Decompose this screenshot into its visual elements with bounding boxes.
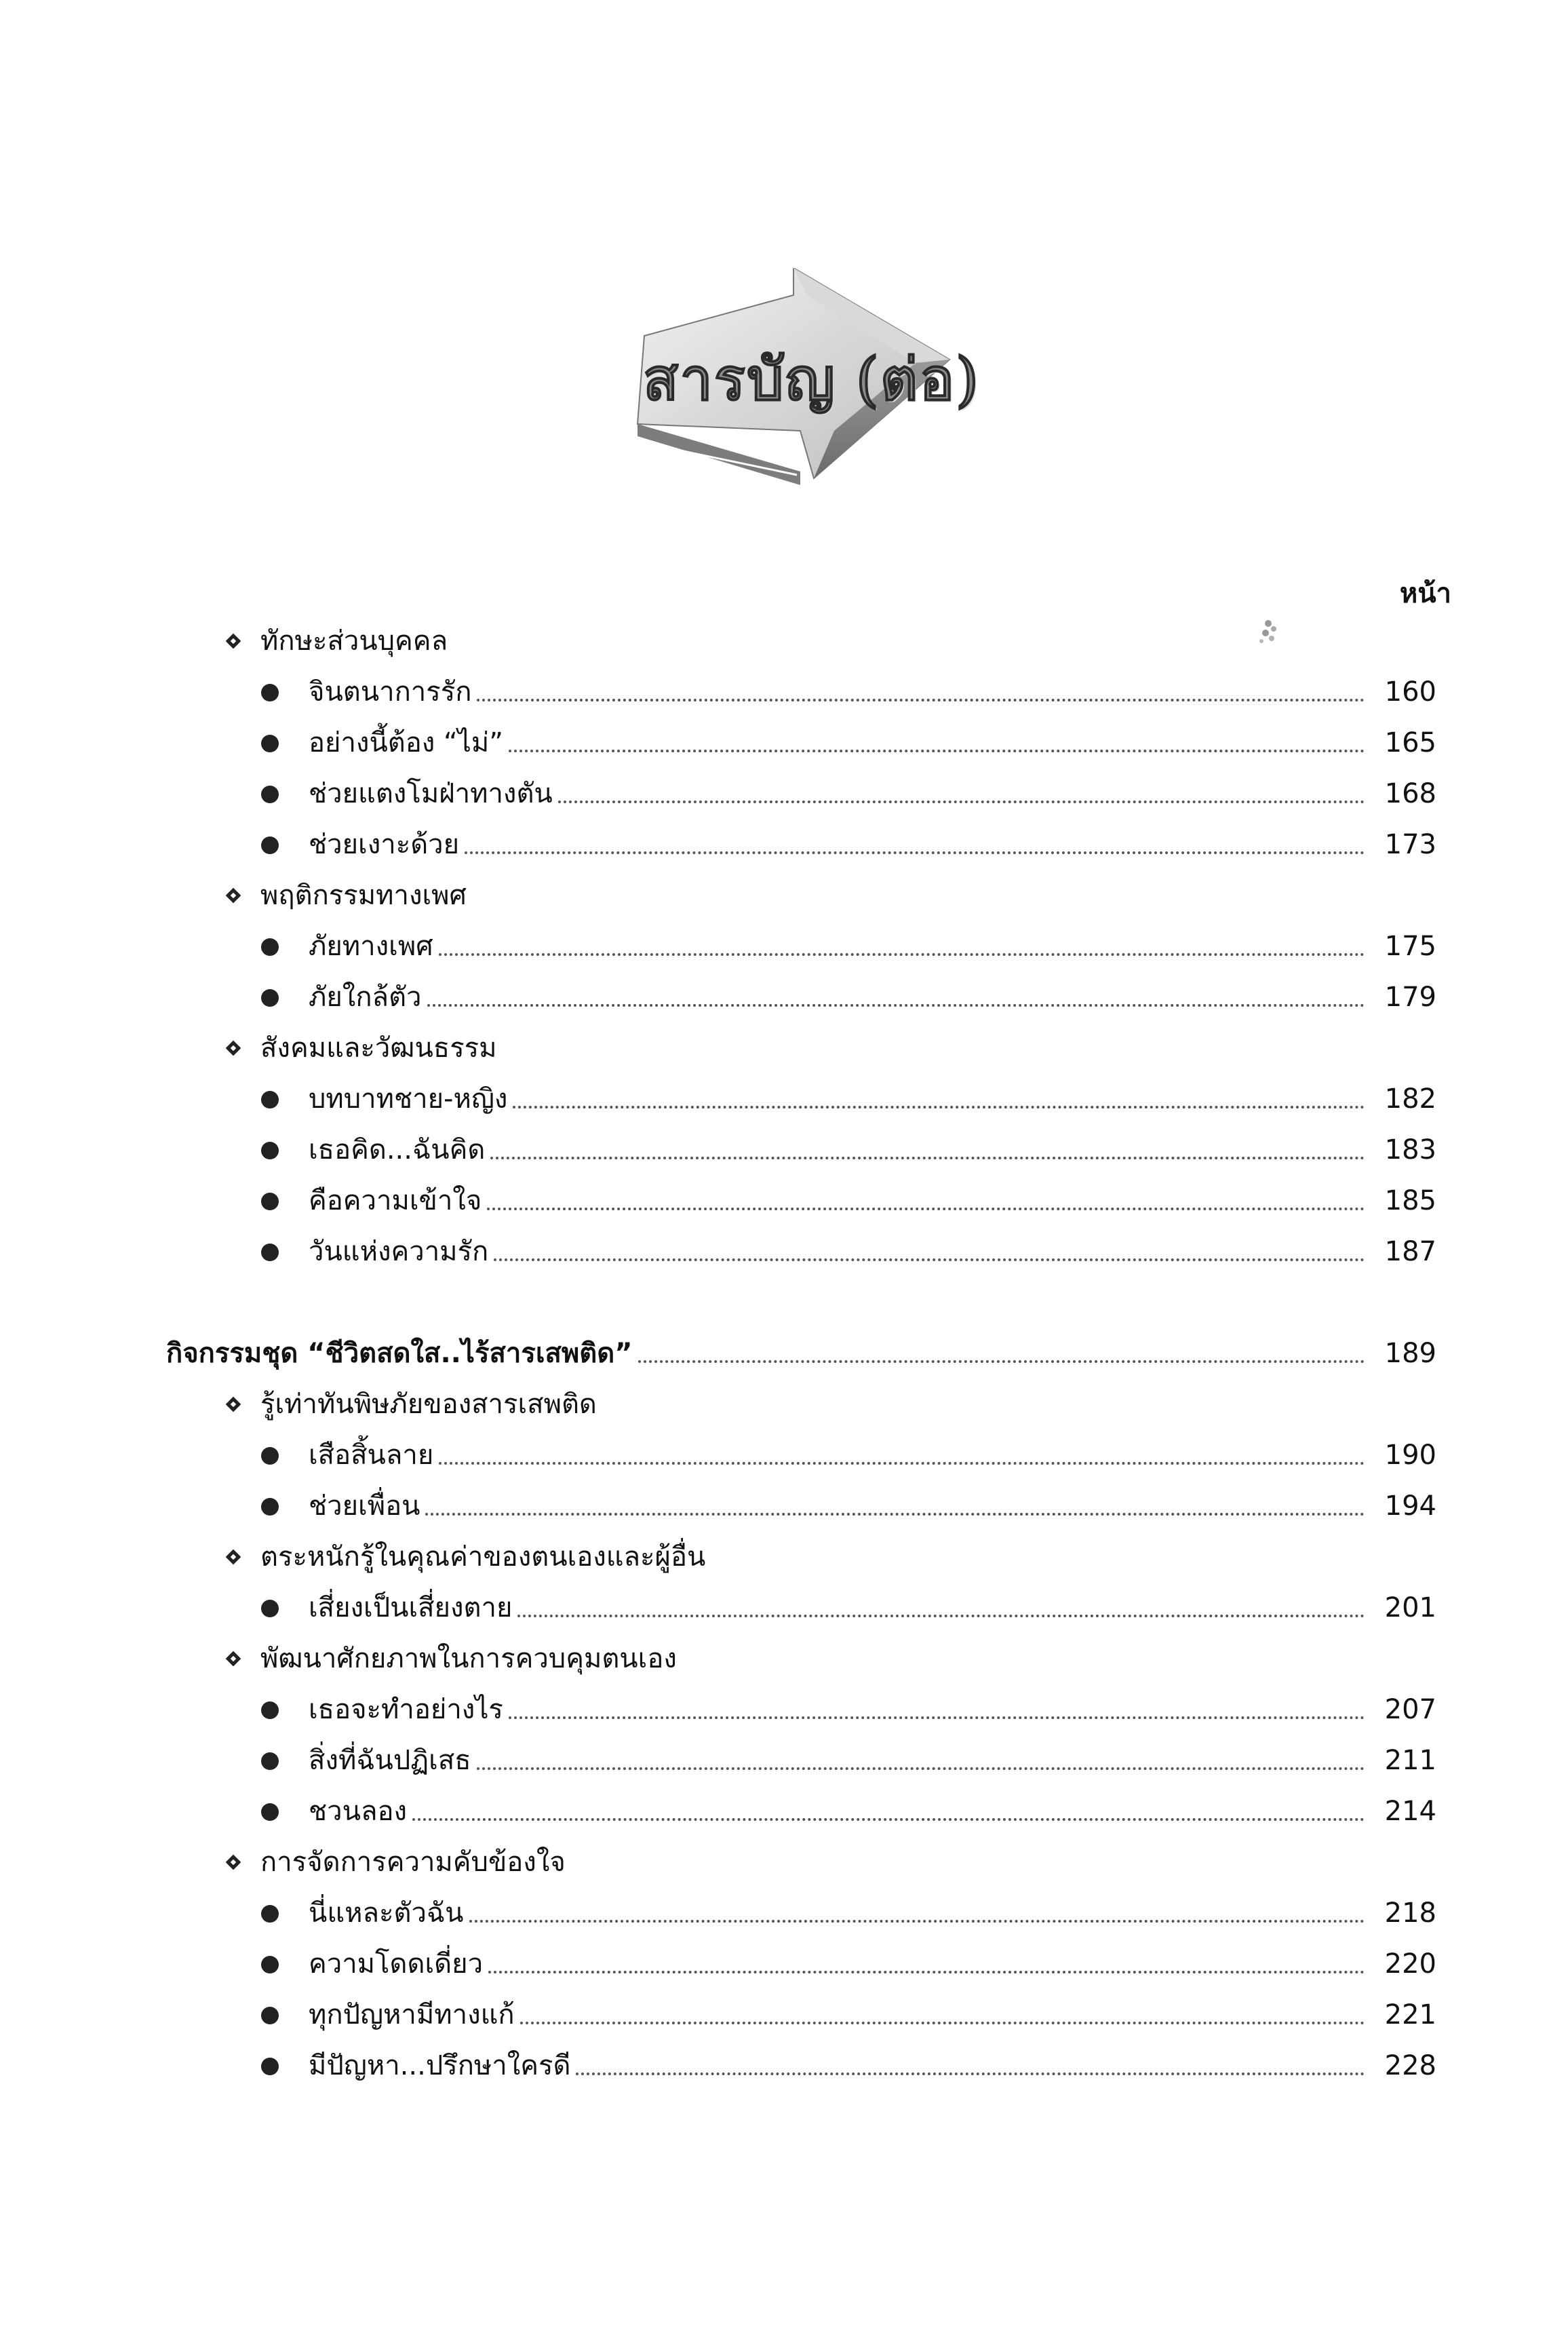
entry-page-number: 160 bbox=[1384, 676, 1436, 708]
entry-title: ชวนลอง bbox=[309, 1796, 408, 1827]
entry-page-number: 194 bbox=[1384, 1490, 1436, 1522]
entry-page-number: 201 bbox=[1384, 1592, 1436, 1623]
toc-section-society-culture bbox=[224, 1028, 497, 1068]
bullet-icon bbox=[261, 1956, 279, 1973]
toc-entry bbox=[261, 2045, 1436, 2086]
entry-page-number: 185 bbox=[1384, 1185, 1436, 1216]
dot-leader bbox=[576, 2070, 1365, 2075]
entry-title: อย่างนี้ต้อง “ไม่” bbox=[309, 727, 503, 758]
entry-title: บทบาทชาย-หญิง bbox=[309, 1083, 508, 1115]
toc-entry bbox=[261, 723, 1436, 763]
entry-page-number: 214 bbox=[1384, 1796, 1436, 1827]
activity-title: กิจกรรมชุด “ชีวิตสดใส..ไร้สารเสพติด” bbox=[166, 1338, 633, 1369]
toc-activity-heading bbox=[166, 1333, 1436, 1374]
entry-page-number: 221 bbox=[1384, 1999, 1436, 2030]
toc-section-personal-skills bbox=[224, 621, 448, 661]
diamond-bullet-icon bbox=[224, 1649, 243, 1668]
section-title: การจัดการความคับข้องใจ bbox=[260, 1847, 566, 1878]
entry-title: ทุกปัญหามีทางแก้ bbox=[309, 1999, 515, 2030]
bullet-icon bbox=[261, 1752, 279, 1770]
bullet-icon bbox=[261, 836, 279, 854]
bullet-icon bbox=[261, 1193, 279, 1210]
dot-leader bbox=[469, 1917, 1365, 1923]
diamond-bullet-icon bbox=[224, 1853, 243, 1872]
page-column-header: หน้า bbox=[1399, 578, 1451, 609]
entry-page-number: 168 bbox=[1384, 778, 1436, 809]
bullet-icon bbox=[261, 938, 279, 956]
dot-leader bbox=[425, 1510, 1365, 1516]
diamond-bullet-icon bbox=[224, 1395, 243, 1414]
toc-entry bbox=[261, 1587, 1436, 1628]
section-title: พฤติกรรมทางเพศ bbox=[260, 880, 467, 911]
bullet-icon bbox=[261, 1905, 279, 1923]
entry-title: สิ่งที่ฉันปฏิเสธ bbox=[309, 1745, 471, 1776]
entry-title: ความโดดเดี่ยว bbox=[309, 1948, 484, 1980]
bullet-icon bbox=[261, 786, 279, 803]
dot-leader bbox=[517, 1612, 1365, 1617]
activity-page-number: 189 bbox=[1384, 1338, 1436, 1369]
bullet-icon bbox=[261, 1600, 279, 1617]
dot-leader bbox=[477, 696, 1365, 701]
section-title: ทักษะส่วนบุคคล bbox=[260, 625, 448, 657]
entry-title: ช่วยเพื่อน bbox=[309, 1490, 420, 1522]
section-title: สังคมและวัฒนธรรม bbox=[260, 1033, 497, 1064]
toc-entry bbox=[261, 1130, 1436, 1170]
dot-leader bbox=[513, 1103, 1365, 1109]
toc-section-self-control bbox=[224, 1638, 677, 1679]
entry-title: ช่วยเงาะด้วย bbox=[309, 829, 460, 860]
toc-entry bbox=[261, 1231, 1436, 1272]
bullet-icon bbox=[261, 1498, 279, 1516]
dot-leader bbox=[439, 950, 1365, 956]
section-title: ตระหนักรู้ในคุณค่าของตนเองและผู้อื่น bbox=[260, 1541, 706, 1573]
entry-page-number: 182 bbox=[1384, 1083, 1436, 1115]
toc-entry bbox=[261, 1791, 1436, 1832]
bullet-icon bbox=[261, 1142, 279, 1159]
toc-title: สารบัญ (ต่อ) bbox=[643, 346, 980, 414]
bullet-icon bbox=[261, 1244, 279, 1261]
bullet-icon bbox=[261, 1447, 279, 1465]
dot-leader bbox=[494, 1256, 1365, 1261]
entry-page-number: 228 bbox=[1384, 2050, 1436, 2081]
entry-title: ภัยทางเพศ bbox=[309, 931, 433, 962]
toc-entry bbox=[261, 824, 1436, 865]
entry-page-number: 173 bbox=[1384, 829, 1436, 860]
entry-title: จินตนาการรัก bbox=[309, 676, 472, 708]
diamond-bullet-icon bbox=[224, 1039, 243, 1058]
toc-section-sexual-behavior bbox=[224, 875, 467, 916]
entry-title: เธอคิด...ฉันคิด bbox=[309, 1134, 486, 1166]
toc-entry bbox=[261, 1180, 1436, 1221]
dot-leader bbox=[427, 1001, 1365, 1007]
toc-entry bbox=[261, 1689, 1436, 1730]
toc-entry bbox=[261, 1893, 1436, 1933]
toc-entry bbox=[261, 1435, 1436, 1476]
bullet-icon bbox=[261, 2058, 279, 2075]
toc-entry bbox=[261, 1995, 1436, 2035]
bullet-icon bbox=[261, 735, 279, 752]
entry-title: มีปัญหา...ปรึกษาใครดี bbox=[309, 2050, 571, 2081]
entry-title: นี่แหละตัวฉัน bbox=[309, 1897, 464, 1929]
entry-page-number: 190 bbox=[1384, 1440, 1436, 1471]
dot-leader bbox=[465, 849, 1365, 854]
toc-entry bbox=[261, 1944, 1436, 1984]
entry-title: เธอจะทำอย่างไร bbox=[309, 1694, 503, 1725]
toc-entry bbox=[261, 773, 1436, 814]
dot-leader bbox=[439, 1459, 1365, 1465]
dot-leader bbox=[520, 2019, 1365, 2024]
bullet-icon bbox=[261, 1091, 279, 1109]
bullet-icon bbox=[261, 989, 279, 1007]
entry-title: วันแห่งความรัก bbox=[309, 1236, 489, 1267]
dot-leader bbox=[477, 1765, 1365, 1770]
toc-section-drug-awareness bbox=[224, 1384, 597, 1425]
dot-leader bbox=[412, 1815, 1365, 1821]
bullet-icon bbox=[261, 684, 279, 701]
bullet-icon bbox=[261, 1701, 279, 1719]
toc-entry bbox=[261, 926, 1436, 967]
bullet-icon bbox=[261, 1803, 279, 1821]
toc-entry bbox=[261, 672, 1436, 712]
dot-leader bbox=[509, 747, 1365, 752]
dot-leader bbox=[488, 1968, 1365, 1973]
toc-section-frustration-management bbox=[224, 1842, 566, 1883]
entry-page-number: 165 bbox=[1384, 727, 1436, 758]
entry-page-number: 179 bbox=[1384, 982, 1436, 1013]
bullet-icon bbox=[261, 2007, 279, 2024]
entry-page-number: 218 bbox=[1384, 1897, 1436, 1929]
entry-page-number: 220 bbox=[1384, 1948, 1436, 1980]
dot-leader bbox=[509, 1714, 1365, 1719]
entry-title: เสี่ยงเป็นเสี่ยงตาย bbox=[309, 1592, 513, 1623]
entry-title: ช่วยแตงโมฝ่าทางตัน bbox=[309, 778, 553, 809]
entry-title: ภัยใกล้ตัว bbox=[309, 982, 422, 1013]
entry-page-number: 187 bbox=[1384, 1236, 1436, 1267]
diamond-bullet-icon bbox=[224, 632, 243, 651]
diamond-bullet-icon bbox=[224, 886, 243, 905]
dot-leader bbox=[490, 1154, 1365, 1159]
entry-page-number: 175 bbox=[1384, 931, 1436, 962]
ink-speck bbox=[1253, 614, 1287, 648]
dot-leader bbox=[558, 798, 1365, 803]
entry-page-number: 183 bbox=[1384, 1134, 1436, 1166]
toc-entry bbox=[261, 1079, 1436, 1119]
dot-leader bbox=[638, 1357, 1365, 1363]
entry-page-number: 207 bbox=[1384, 1694, 1436, 1725]
entry-title: คือความเข้าใจ bbox=[309, 1185, 482, 1216]
section-title: รู้เท่าทันพิษภัยของสารเสพติด bbox=[260, 1389, 597, 1420]
section-title: พัฒนาศักยภาพในการควบคุมตนเอง bbox=[260, 1643, 677, 1674]
dot-leader bbox=[487, 1205, 1365, 1210]
entry-page-number: 211 bbox=[1384, 1745, 1436, 1776]
toc-entry bbox=[261, 1486, 1436, 1526]
toc-entry bbox=[261, 1740, 1436, 1781]
entry-title: เสือสิ้นลาย bbox=[309, 1440, 434, 1471]
toc-section-self-worth bbox=[224, 1537, 705, 1577]
toc-entry bbox=[261, 977, 1436, 1018]
diamond-bullet-icon bbox=[224, 1547, 243, 1566]
